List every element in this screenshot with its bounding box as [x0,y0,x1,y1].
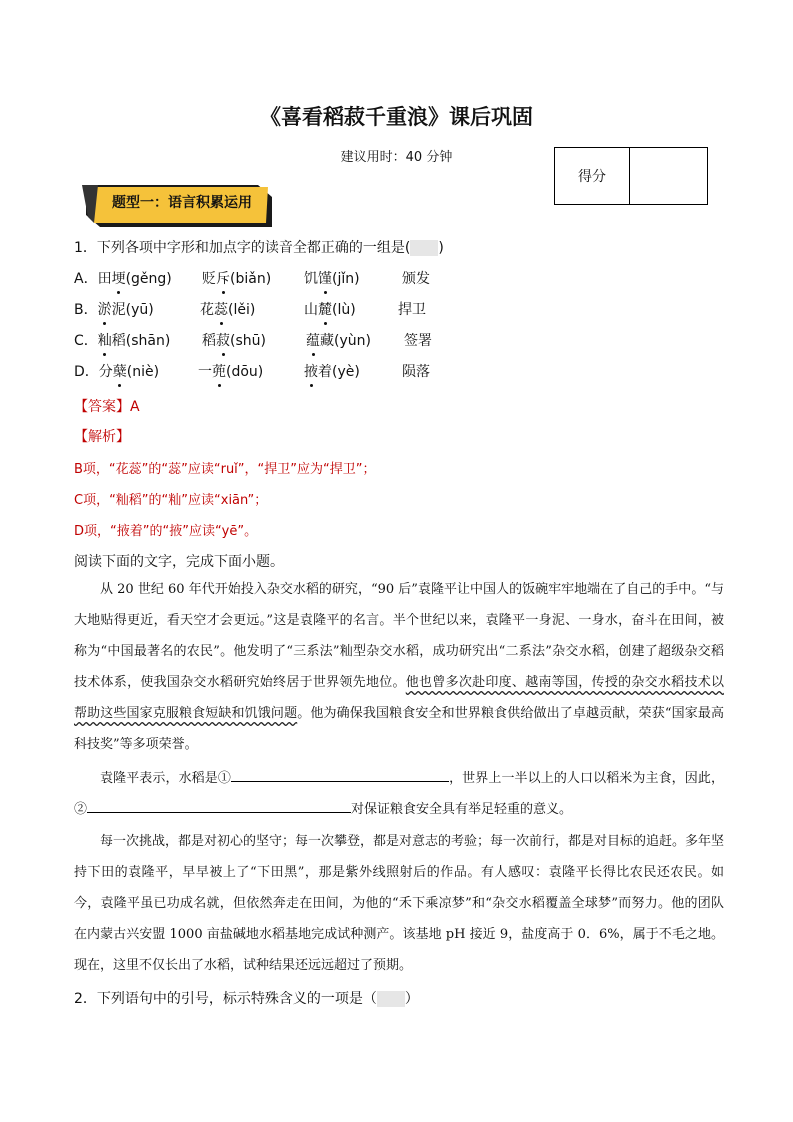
q1-analysis-label: 【解析】 [74,429,130,445]
q2-answer-blank[interactable] [377,991,405,1007]
suggested-time: 建议用时：40 分钟 [340,150,453,165]
q1-option-a-w4: 颁发 [402,271,430,287]
text-fragment: ） [404,991,419,1007]
text-fragment: 山 [304,302,318,318]
text-fragment: 麓 [318,299,332,319]
text-fragment: (dōu) [226,364,264,380]
text-fragment: 淤 [98,299,112,319]
blank-2[interactable] [87,798,351,813]
text-fragment: 1．下列各项中字形和加点字的读音全都正确的一组是( [74,240,411,256]
text-fragment: 袁隆平表示，水稻是 [100,771,218,786]
text-fragment: 田 [97,271,112,287]
text-fragment: (gěng) [125,271,172,287]
q1-option-d [74,361,159,381]
text-fragment: (shū) [230,333,266,349]
q1-option-d-w3 [304,361,360,381]
text-fragment: 花 [200,302,214,318]
text-fragment: 泥(yū) [111,302,154,318]
text-fragment: 蕴 [306,330,320,350]
score-label: 得分 [555,148,630,204]
text-fragment: 分 [98,364,113,380]
page-title: 《喜看稻菽千重浪》课后巩固 [260,104,533,129]
text-fragment: D． [74,364,99,380]
text-fragment: A． [74,271,98,287]
text-fragment: 贬 [202,271,216,287]
q1-option-b-w2 [200,299,255,319]
q1-analysis-b: B项，“花蕊”的“蕊”应读“ruǐ”，“捍卫”应为“捍卫”； [74,462,376,477]
q1-option-c-w3 [306,330,371,350]
score-box [554,147,708,205]
text-fragment: 着(yè) [318,364,360,380]
text-fragment: ① [217,771,231,786]
text-fragment: 饥 [304,271,318,287]
q1-answer: 【答案】A [74,399,140,415]
q1-stem [74,237,444,257]
q1-analysis-d: D项，“掖着”的“掖”应读“yē”。 [74,524,258,539]
q1-option-d-w4: 陨落 [402,364,430,380]
q1-option-b [74,299,154,319]
wavy-underlined-sentence: 他也曾多次赴印度、越南等国，传授的杂交水稻技术以帮助这些国家克服粮食短缺和饥饿问题 [74,675,724,721]
text-fragment: 籼 [98,330,112,350]
reading-paragraph-1 [74,574,724,760]
text-fragment: 埂 [112,268,126,288]
text-fragment: (lù) [332,302,356,318]
text-fragment: ，世界上一半以上的人口以稻米为主食，因此， [448,771,724,786]
text-fragment: 2．下列语句中的引号，标示特殊含义的一项是（ [74,991,377,1007]
text-fragment: 从 20 世纪 60 年代开始投入杂交水稻的研究，“90 后”袁隆平让中国人的饭碗牢牢地端在了自己的手中。“与大地贴得更近，看天空才会更远。”这是袁隆平的名言。半个世纪以来，袁隆平一身泥、一身水，奋斗在田间，被称为“中国最著名的农民”。他发明了“三系法”籼型杂交水稻，成功研究出“二系法”杂交水稻，创建了超级杂交稻技术体系，使我国杂交水稻研究始终居于世界领先地位。 [74,582,724,690]
text-fragment: (biǎn) [230,271,272,287]
q2-stem [74,988,419,1008]
q1-option-a-w3 [304,268,360,288]
text-fragment: ② [74,802,88,817]
q1-answer-blank[interactable] [410,240,438,256]
reading-paragraph-3: 每一次挑战，都是对初心的坚守；每一次攀登，都是对意志的考验；每一次前行，都是对目标的追赶。多年坚持下田的袁隆平，早早被上了“下田黑”，那是紫外线照射后的作品。有人感叹：袁隆平长得比农民还农民。如今，袁隆平虽已功成名就，但依然奔走在田间，为他的“禾下乘凉梦”和“杂交水稻覆盖全球梦”而努力。他的团队在内蒙古兴安盟 1000 亩盐碱地水稻基地完成试种测产。该基地 pH 接近 9，盐度高于 0．6%，属于不毛之地。现在，这里不仅长出了水稻，试种结果还远远超过了预期。 [74,834,725,973]
q1-option-c-w2 [202,330,266,350]
q1-analysis-c: C项，“籼稻”的“籼”应读“xiān”； [74,493,268,508]
text-fragment: 馑 [318,268,332,288]
text-fragment: 稻 [202,333,216,349]
q1-option-b-w4: 捍卫 [398,302,426,318]
text-fragment: (niè) [126,364,160,380]
reading-paragraph-2 [74,763,724,825]
text-fragment: 蘖 [113,361,127,381]
text-fragment: C． [74,333,98,349]
text-fragment: ) [438,240,444,256]
q1-option-c [74,330,170,350]
text-fragment: 掖 [304,361,318,381]
text-fragment: 稻(shān) [111,333,171,349]
q1-option-a [74,268,172,288]
text-fragment: 对保证粮食安全具有举足轻重的意义。 [351,802,573,817]
text-fragment: 斥 [216,268,230,288]
text-fragment: 。他为确保我国粮食安全和世界粮食供给做出了卓越贡献，荣获“国家最高科技奖”等多项荣誉。 [74,706,724,752]
section-label: 题型一：语言积累运用 [112,195,252,211]
text-fragment: 蔸 [212,361,226,381]
q1-option-c-w4: 签署 [404,333,432,349]
q1-option-b-w3 [304,299,356,319]
blank-1[interactable] [231,767,449,782]
score-value-cell[interactable] [630,148,707,204]
text-fragment: 藏(yùn) [320,333,371,349]
text-fragment: 菽 [216,330,230,350]
text-fragment: 蕊 [214,299,228,319]
text-fragment: (lěi) [228,302,256,318]
text-fragment: B． [74,302,98,318]
reading-intro: 阅读下面的文字，完成下面小题。 [74,554,284,570]
text-fragment: (jǐn) [332,271,360,287]
text-fragment: 一 [198,364,212,380]
q1-option-a-w2 [202,268,271,288]
q1-option-d-w2 [198,361,263,381]
